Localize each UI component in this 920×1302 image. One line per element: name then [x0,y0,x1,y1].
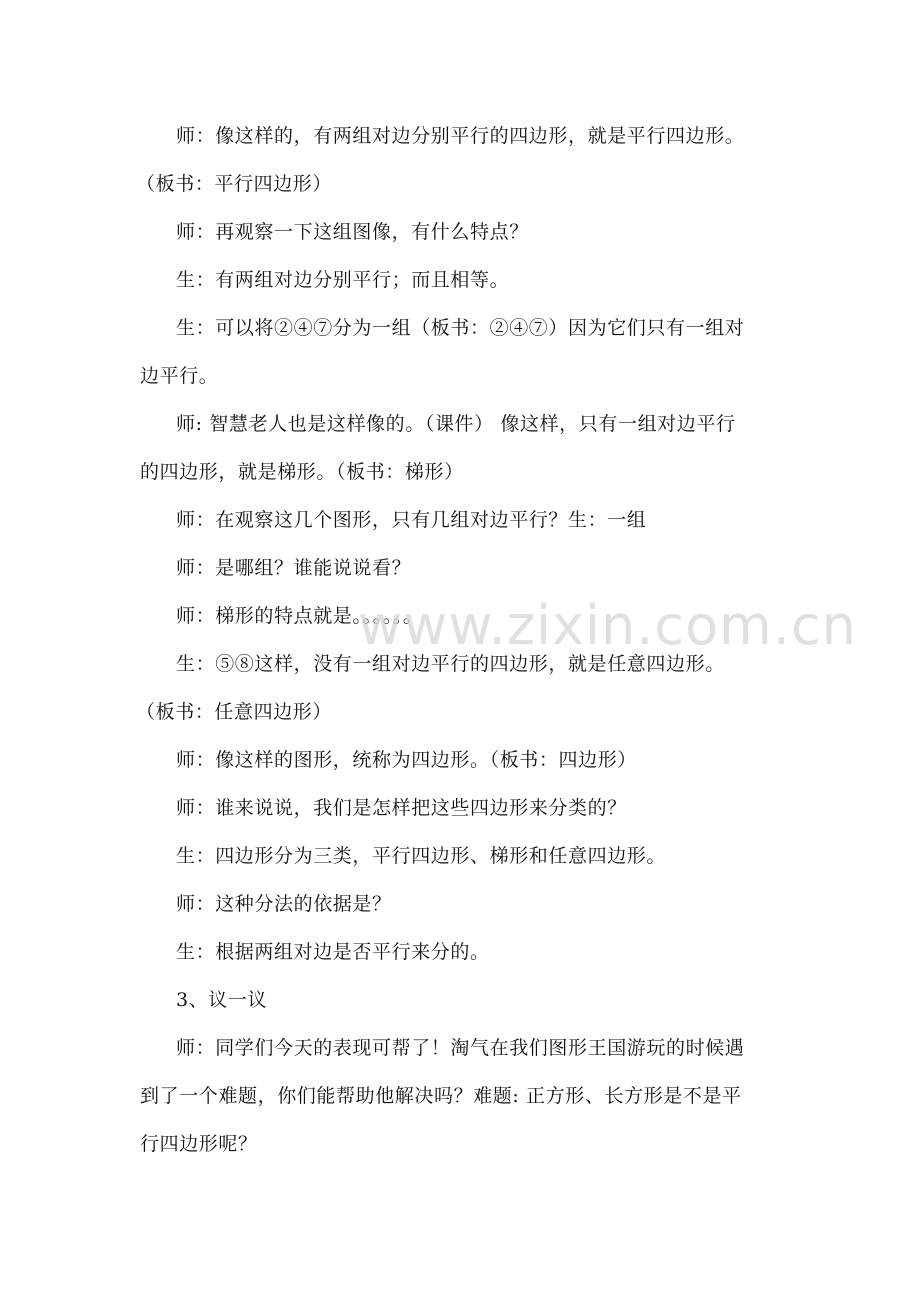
section-heading: 3、议一议 [176,989,268,1011]
paragraph-line: 师：梯形的特点就是。。。。。。 [176,605,423,627]
paragraph-line: 行四边形呢？ [140,1133,258,1155]
paragraph-line: 师：这种分法的依据是？ [176,893,392,915]
paragraph-line: 生：有两组对边分别平行；而且相等。 [176,269,510,291]
paragraph-line: 师：在观察这几个图形，只有几组对边平行？生：一组 [176,509,647,531]
paragraph-line: （板书：任意四边形） [136,701,333,723]
paragraph-line: 师：谁来说说，我们是怎样把这些四边形来分类的？ [176,797,627,819]
paragraph-line: 师：同学们今天的表现可帮了！淘气在我们图形王国游玩的时候遇 [176,1037,745,1059]
paragraph-line: （板书：平行四边形） [136,173,333,195]
paragraph-line: 边平行。 [140,365,219,387]
paragraph-line: 生：根据两组对边是否平行来分的。 [176,941,490,963]
paragraph-line: 师：是哪组？谁能说说看？ [176,557,412,579]
paragraph-line: 师：像这样的，有两组对边分别平行的四边形，就是平行四边形。 [176,125,745,147]
paragraph-line: 师: 智慧老人也是这样像的。（课件） 像这样，只有一组对边平行 [176,413,736,435]
paragraph-line: 生：四边形分为三类，平行四边形、梯形和任意四边形。 [176,845,667,867]
paragraph-line: 生：⑤⑧这样，没有一组对边平行的四边形，就是任意四边形。 [176,653,725,675]
paragraph-line: 师：再观察一下这组图像，有什么特点？ [176,221,529,243]
watermark-text: www.zixin.com.cn [358,594,857,657]
paragraph-line: 师：像这样的图形，统称为四边形。（板书：四边形） [176,749,637,771]
paragraph-line: 到了一个难题，你们能帮助他解决吗？难题: 正方形、长方形是不是平 [140,1085,742,1107]
paragraph-line: 生：可以将②④⑦分为一组（板书：②④⑦）因为它们只有一组对 [176,317,745,339]
paragraph-line: 的四边形，就是梯形。（板书：梯形） [140,461,464,483]
